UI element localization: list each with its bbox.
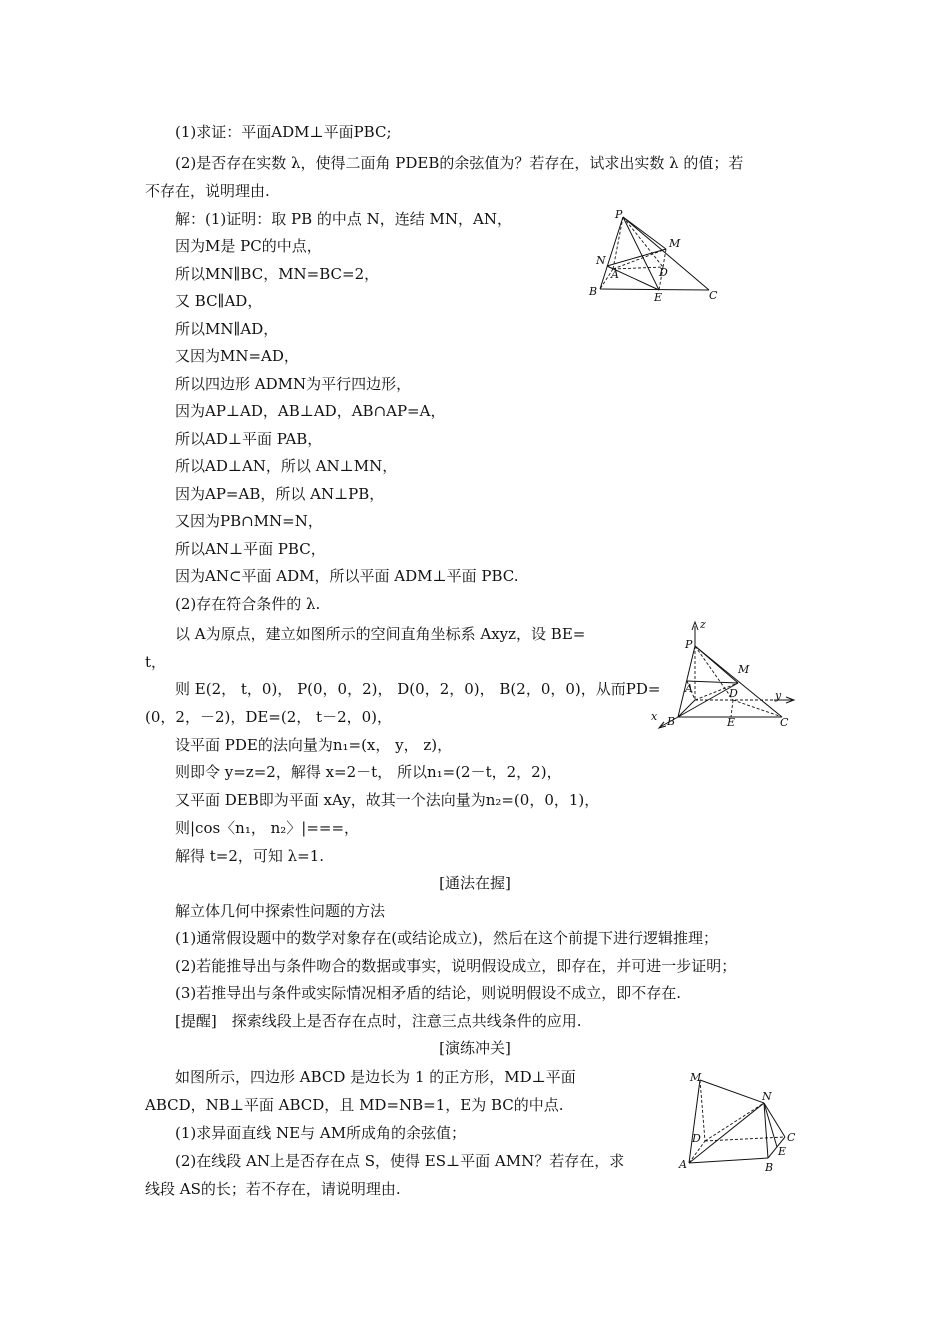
method-heading: [通法在握] (439, 874, 511, 892)
square-figure-3 (678, 1070, 808, 1178)
figure-label: P (615, 208, 623, 221)
solution-line: 所以MN∥AD， (175, 320, 279, 338)
solution-line: 所以MN∥BC，MN=BC=2， (175, 265, 380, 283)
figure-label: C (709, 289, 718, 302)
coordinate-figure-2 (649, 616, 799, 731)
figure-label: A (679, 1158, 687, 1171)
solution-line: 解：(1)证明：取 PB 的中点 N，连结 MN，AN， (175, 210, 513, 228)
solution-line: 以 A为原点，建立如图所示的空间直角坐标系 Axyz，设 BE= (175, 625, 586, 643)
solution-line: 又 BC∥AD， (175, 292, 263, 310)
solution-line: 则即令 y=z=2，解得 x=2－t， 所以n₁=(2－t，2，2)， (175, 763, 562, 781)
pyramid-figure-1 (583, 208, 728, 304)
problem-part-1: (1)求证：平面ADM⊥平面PBC; (175, 123, 392, 141)
solution-line: 所以AD⊥平面 PAB， (175, 430, 323, 448)
solution-line: 所以AN⊥平面 PBC， (175, 540, 326, 558)
figure-label: M (669, 237, 681, 250)
solution-line: 则|cos〈n₁， n₂〉|===， (175, 819, 360, 837)
method-line: (3)若推导出与条件或实际情况相矛盾的结论，则说明假设不成立，即不存在. (175, 984, 682, 1002)
solution-line: 所以AD⊥AN，所以 AN⊥MN， (175, 457, 398, 475)
practice-line: 如图所示，四边形 ABCD 是边长为 1 的正方形，MD⊥平面 (175, 1068, 576, 1086)
problem-part-2-cont: 不存在，说明理由. (145, 182, 270, 200)
practice-heading: [演练冲关] (439, 1039, 511, 1057)
figure-label: C (787, 1131, 796, 1144)
solution-line: 所以四边形 ADMN为平行四边形， (175, 375, 412, 393)
practice-line: ABCD，NB⊥平面 ABCD，且 MD=NB=1，E为 BC的中点. (145, 1096, 564, 1114)
axis-label: x (651, 710, 658, 723)
axis-label: z (700, 618, 706, 631)
solution-line: 则 E(2， t，0)， P(0，0，2)， D(0，2，0)， B(2，0，0)，从而PD= (175, 680, 661, 698)
figure-label: M (690, 1071, 702, 1084)
solution-line: 又因为PB∩MN=N， (175, 512, 323, 530)
solution-line: 因为AP⊥AD，AB⊥AD，AB∩AP=A， (175, 402, 446, 420)
solution-line: 因为AP=AB，所以 AN⊥PB， (175, 485, 385, 503)
solution-line: 因为M是 PC的中点， (175, 237, 322, 255)
method-line: (2)若能推导出与条件吻合的数据或事实，说明假设成立，即存在，并可进一步证明； (175, 957, 737, 975)
practice-line: 线段 AS的长；若不存在，请说明理由. (145, 1180, 401, 1198)
figure-label: N (762, 1090, 772, 1103)
figure-label: E (778, 1145, 787, 1158)
method-line: 解立体几何中探索性问题的方法 (175, 902, 386, 920)
solution-line: (2)存在符合条件的 λ. (175, 595, 321, 613)
solution-line: 又因为MN=AD， (175, 347, 299, 365)
method-line: (1)通常假设题中的数学对象存在(或结论成立)，然后在这个前提下进行逻辑推理； (175, 929, 718, 947)
figure-label: B (589, 285, 598, 298)
figure-label: B (765, 1161, 774, 1174)
figure-label: E (727, 716, 736, 729)
solution-line: 解得 t=2，可知 λ=1. (175, 847, 325, 865)
figure-label: P (685, 638, 693, 651)
figure-label: A (611, 268, 619, 281)
axis-label: y (775, 689, 782, 702)
solution-line: 又平面 DEB即为平面 xAy，故其一个法向量为n₂=(0，0，1)， (175, 791, 600, 809)
reminder-line: [提醒] 探索线段上是否存在点时，注意三点共线条件的应用. (175, 1012, 582, 1030)
practice-line: (1)求异面直线 NE与 AM所成角的余弦值； (175, 1124, 467, 1142)
figure-label: D (729, 687, 738, 700)
figure-label: E (654, 291, 663, 304)
figure-label: B (667, 715, 676, 728)
solution-line: 设平面 PDE的法向量为n₁=(x， y， z)， (175, 736, 453, 754)
figure-label: N (596, 254, 606, 267)
solution-line: t， (145, 653, 167, 671)
figure-label: M (738, 663, 750, 676)
figure-label: D (659, 266, 668, 279)
figure-label: D (692, 1132, 701, 1145)
solution-line: (0，2，－2)，DE=(2， t－2，0)， (145, 708, 393, 726)
figure-label: C (780, 716, 789, 729)
problem-part-2: (2)是否存在实数 λ，使得二面角 PDEB的余弦值为？若存在，试求出实数 λ 的值；若 (175, 154, 744, 172)
figure-label: A (685, 682, 693, 695)
practice-line: (2)在线段 AN上是否存在点 S，使得 ES⊥平面 AMN？若存在，求 (175, 1152, 625, 1170)
solution-line: 因为AN⊂平面 ADM，所以平面 ADM⊥平面 PBC. (175, 567, 519, 585)
